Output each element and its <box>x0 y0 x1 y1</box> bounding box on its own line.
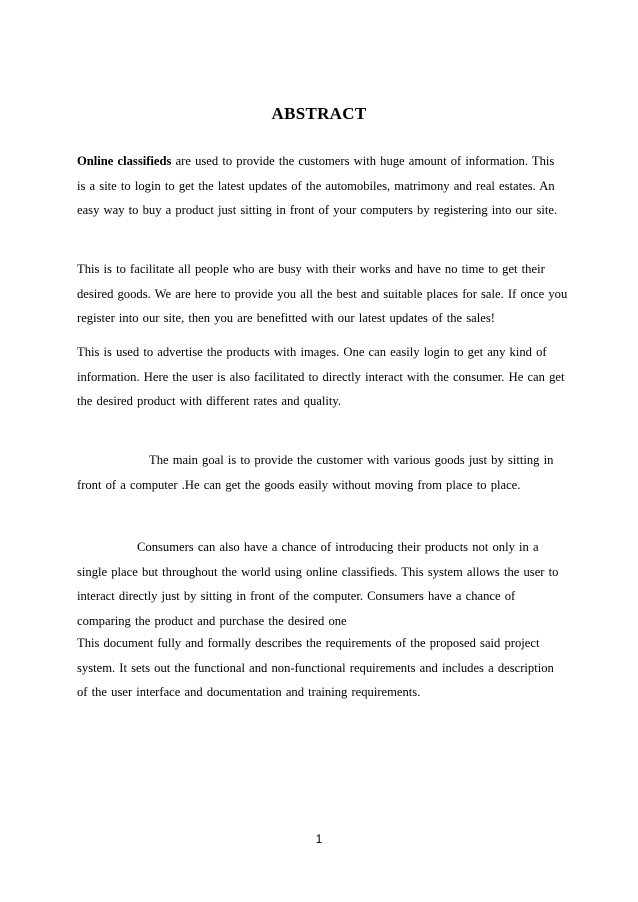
paragraph-line: The main goal is to provide the customer with various goods just by sitting in <box>149 453 554 467</box>
paragraph-line: This is to facilitate all people who are busy with their works and have no time to get their <box>77 262 545 276</box>
paragraph-line: system. It sets out the functional and non-functional requirements and includes a description <box>77 660 554 675</box>
paragraph-document-description <box>77 631 567 705</box>
paragraph-line: easy way to buy a product just sitting in front of your computers by registering into our site. <box>77 203 558 217</box>
paragraph-line: comparing the product and purchase the desired one <box>77 613 347 628</box>
paragraph-line: Consumers can also have a chance of introducing their products not only in a <box>137 540 539 554</box>
page-title: ABSTRACT <box>271 104 367 123</box>
paragraph-facilitate <box>77 257 567 331</box>
paragraph-line: This document fully and formally describes the requirements of the proposed said project <box>77 636 540 650</box>
paragraph-consumers <box>77 535 567 633</box>
paragraph-line: of the user interface and documentation and training requirements. <box>77 685 421 699</box>
paragraph-line: information. Here the user is also facilitated to directly interact with the consumer. He can get <box>77 369 565 384</box>
paragraph-online-classifieds <box>77 149 567 223</box>
paragraph-line: This is used to advertise the products with images. One can easily login to get any kind of <box>77 345 547 359</box>
paragraph-advertise <box>77 340 567 414</box>
paragraph-line: single place but throughout the world using online classifieds. This system allows the user to <box>77 564 559 579</box>
paragraph-line <box>77 149 567 174</box>
paragraph-main-goal <box>77 448 567 497</box>
paragraph-text: are used to provide the customers with huge amount of information. This <box>171 154 555 168</box>
paragraph-line: front of a computer .He can get the goods easily without moving from place to place. <box>77 477 521 492</box>
page-number: 1 <box>315 832 323 846</box>
paragraph-line: register into our site, then you are benefitted with our latest updates of the sales! <box>77 311 495 325</box>
paragraph-line: desired goods. We are here to provide you all the best and suitable places for sale. If once you <box>77 286 568 301</box>
paragraph-line: is a site to login to get the latest updates of the automobiles, matrimony and real estates. An <box>77 178 555 193</box>
paragraph-line: the desired product with different rates and quality. <box>77 394 342 408</box>
bold-lead-text: Online classifieds <box>77 154 172 168</box>
paragraph-line: interact directly just by sitting in front of the computer. Consumers have a chance of <box>77 589 516 603</box>
